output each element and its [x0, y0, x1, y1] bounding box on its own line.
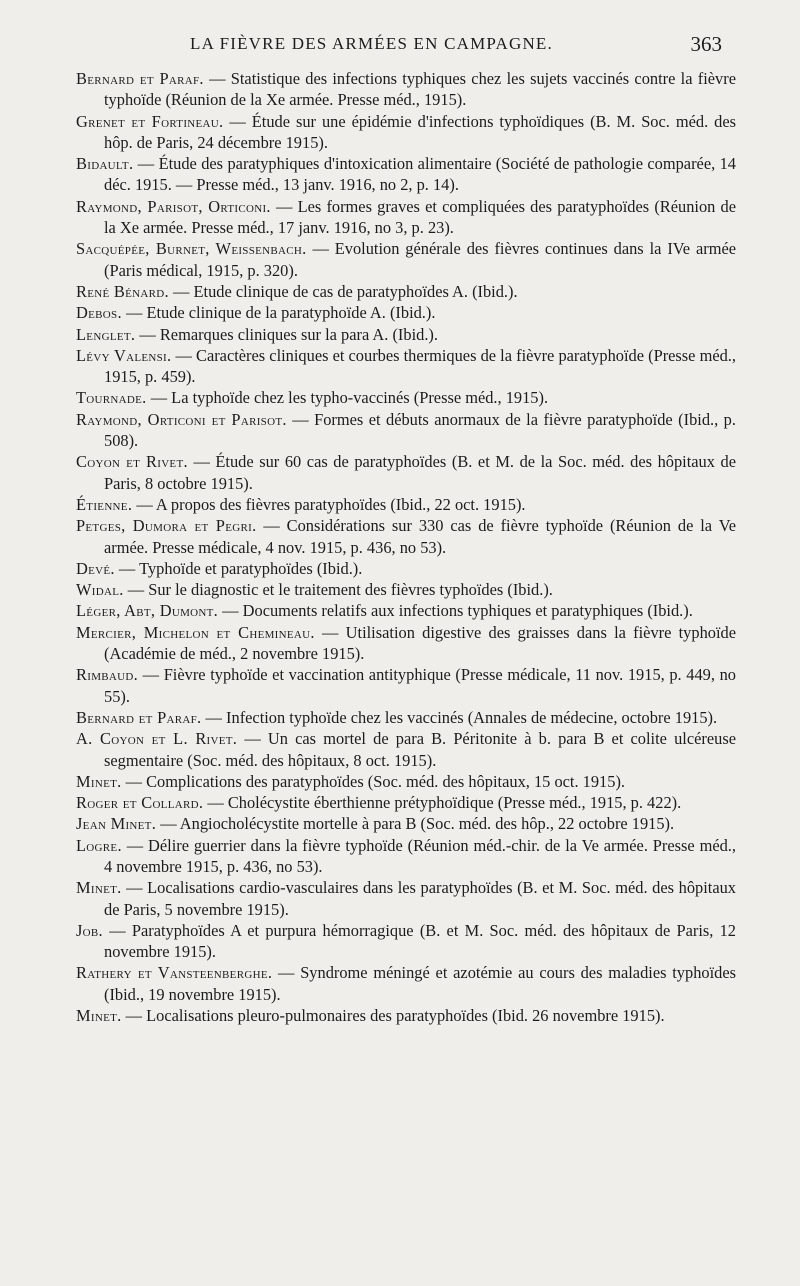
bibliography-entry [76, 792, 736, 813]
bibliography-entry [76, 728, 736, 771]
bibliography-entry [76, 813, 736, 834]
bibliography-entry [76, 324, 736, 345]
bibliography-entry [76, 835, 736, 878]
entry-text: — Considérations sur 330 cas de fièvre typhoïde (Réunion de la Ve armée. Presse médicale, 4 nov. 1915, p. 436, no 53). [104, 516, 736, 557]
entry-authors: Minet. [76, 1006, 122, 1026]
entry-text: — Délire guerrier dans la fièvre typhoïde (Réunion méd.-chir. de la Ve armée. Presse méd., 4 novembre 1915, p. 436, no 53). [104, 835, 736, 876]
bibliography-entry [76, 664, 736, 707]
entry-authors: Debos. [76, 303, 122, 323]
entry-text: — La typhoïde chez les typho-vaccinés (Presse méd., 1915). [146, 388, 549, 408]
entry-text: — Les formes graves et compliquées des paratyphoïdes (Réunion de la Xe armée. Presse méd., 17 janv. 1916, no 3, p. 23). [104, 196, 736, 238]
entry-text: — Evolution générale des fièvres continues dans la IVe armée (Paris médical, 1915, p. 320). [104, 239, 736, 280]
bibliography-entry [76, 494, 736, 515]
entry-text: — Localisations cardio-vasculaires dans les paratyphoïdes (B. et M. Soc. méd. des hôpitaux de Paris, 5 novembre 1915). [104, 878, 736, 919]
bibliography-entry [76, 771, 736, 792]
entry-text: — Etude clinique de la paratyphoïde A. (Ibid.). [121, 303, 436, 323]
entry-text: — Infection typhoïde chez les vaccinés (Annales de médecine, octobre 1915). [201, 707, 718, 727]
entry-text: — Formes et débuts anormaux de la fièvre paratyphoïde (Ibid., p. 508). [104, 409, 736, 451]
entry-text: — Caractères cliniques et courbes thermiques de la fièvre paratyphoïde (Presse méd., 1915, p. 459). [104, 345, 736, 387]
entry-authors: Grenet et Fortineau. [76, 111, 224, 131]
bibliography-entry [76, 451, 736, 494]
entry-text: — Typhoïde et paratyphoïdes (Ibid.). [114, 558, 363, 578]
bibliography-entry [76, 962, 736, 1005]
entry-authors: Tournade. [76, 388, 147, 408]
entry-text: — Utilisation digestive des graisses dans la fièvre typhoïde (Académie de méd., 2 novembre 1915). [104, 622, 736, 664]
entry-text: — Étude des paratyphiques d'intoxication alimentaire (Société de pathologie comparée, 14 déc. 1915. — Presse méd., 13 janv. 1916, no 2, p. 14). [104, 154, 736, 195]
bibliography-entry [76, 387, 736, 408]
entry-text: — Étude sur 60 cas de paratyphoïdes (B. et M. de la Soc. méd. des hôpitaux de Paris, 8 octobre 1915). [104, 452, 736, 493]
entry-text: — Étude sur une épidémie d'infections typhoïdiques (B. M. Soc. méd. des hôp. de Paris, 24 décembre 1915). [104, 111, 736, 152]
entry-authors: Bernard et Paraf. [76, 707, 202, 727]
entry-text: — Remarques cliniques sur la para A. (Ibid.). [135, 324, 438, 344]
entry-authors: Roger et Collard. [76, 793, 204, 813]
entry-text: — Complications des paratyphoïdes (Soc. méd. des hôpitaux, 15 oct. 1915). [121, 771, 626, 791]
page-number: 363 [690, 32, 722, 56]
bibliography-entry [76, 622, 736, 665]
entry-text: — Paratyphoïdes A et purpura hémorragique (B. et M. Soc. méd. des hôpitaux de Paris, 12 novembre 1915). [102, 920, 736, 962]
entry-text: — A propos des fièvres paratyphoïdes (Ibid., 22 oct. 1915). [132, 494, 526, 514]
running-title: LA FIÈVRE DES ARMÉES EN CAMPAGNE. [190, 34, 553, 53]
bibliography-entry [76, 558, 736, 579]
entry-authors: Raymond, Parisot, Orticoni. [76, 196, 271, 216]
entry-authors: Rathery et Vansteenberghe. [76, 963, 273, 983]
entry-text: — Localisations pleuro-pulmonaires des paratyphoïdes (Ibid. 26 novembre 1915). [121, 1006, 665, 1026]
entry-authors: Lenglet. [76, 324, 136, 344]
bibliography-entry [76, 409, 736, 452]
entry-authors: Raymond, Orticoni et Parisot. [76, 409, 287, 429]
bibliography-entry [76, 302, 736, 323]
bibliography-list [76, 68, 736, 1026]
entry-text: — Documents relatifs aux infections typhiques et paratyphiques (Ibid.). [218, 601, 693, 621]
bibliography-entry [76, 1005, 736, 1026]
entry-authors: Bidault. [76, 154, 134, 174]
entry-text: — Angiocholécystite mortelle à para B (Soc. méd. des hôp., 22 octobre 1915). [156, 814, 675, 834]
entry-authors: Coyon et Rivet. [76, 452, 188, 472]
entry-authors: Logre. [76, 835, 122, 855]
entry-text: — Etude clinique de cas de paratyphoïdes A. (Ibid.). [168, 281, 518, 301]
entry-text: — Sur le diagnostic et le traitement des fièvres typhoïdes (Ibid.). [123, 580, 553, 600]
entry-authors: Léger, Abt, Dumont. [76, 601, 219, 621]
entry-authors: A. Coyon et L. Rivet. [76, 729, 238, 749]
entry-text: — Un cas mortel de para B. Péritonite à b. para B et colite ulcéreuse segmentaire (Soc. méd. des hôpitaux, 8 oct. 1915). [104, 729, 736, 770]
entry-text: — Syndrome méningé et azotémie au cours des maladies typhoïdes (Ibid., 19 novembre 1915). [104, 963, 736, 1004]
entry-authors: Jean Minet. [76, 814, 157, 834]
entry-authors: Minet. [76, 771, 122, 791]
bibliography-entry [76, 281, 736, 302]
bibliography-entry [76, 153, 736, 196]
entry-text: — Statistique des infections typhiques chez les sujets vaccinés contre la fièvre typhoïde (Réunion de la Xe armée. Presse méd., 1915). [104, 69, 736, 110]
bibliography-entry [76, 707, 736, 728]
entry-authors: Petges, Dumora et Pegri. [76, 516, 257, 536]
bibliography-entry [76, 345, 736, 388]
bibliography-entry [76, 600, 736, 621]
bibliography-entry [76, 877, 736, 920]
entry-authors: Rimbaud. [76, 665, 139, 685]
entry-authors: Minet. [76, 878, 122, 898]
entry-text: — Cholécystite éberthienne prétyphoïdique (Presse méd., 1915, p. 422). [203, 793, 682, 813]
entry-authors: René Bénard. [76, 281, 169, 301]
entry-authors: Sacquépée, Burnet, Weissenbach. [76, 239, 307, 259]
bibliography-entry [76, 579, 736, 600]
bibliography-entry [76, 68, 736, 111]
entry-authors: Job. [76, 920, 103, 940]
entry-authors: Mercier, Michelon et Chemineau. [76, 622, 315, 642]
entry-text: — Fièvre typhoïde et vaccination antityphique (Presse médicale, 11 nov. 1915, p. 449, no 55). [104, 665, 736, 706]
bibliography-entry [76, 515, 736, 558]
entry-authors: Étienne. [76, 494, 133, 514]
running-head [190, 34, 722, 58]
bibliography-entry [76, 920, 736, 963]
bibliography-entry [76, 196, 736, 239]
bibliography-entry [76, 111, 736, 154]
entry-authors: Widal. [76, 580, 124, 600]
entry-authors: Lévy Valensi. [76, 345, 172, 365]
entry-authors: Bernard et Paraf. [76, 69, 204, 88]
bibliography-entry [76, 238, 736, 281]
entry-authors: Devé. [76, 558, 115, 578]
